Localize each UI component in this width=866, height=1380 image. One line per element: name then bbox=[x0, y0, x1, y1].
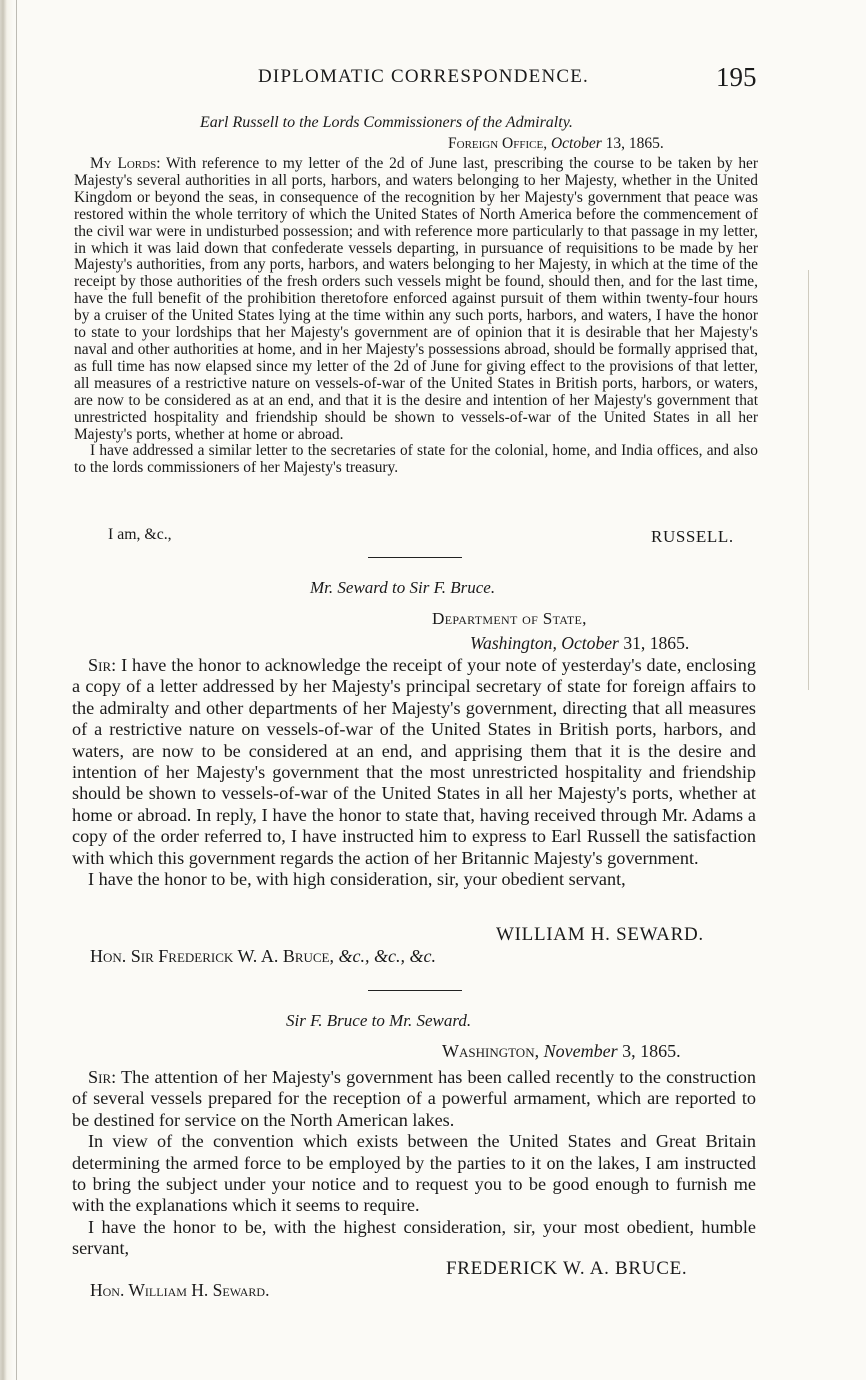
letter2-addressee-line bbox=[90, 946, 436, 967]
letter3-dateline bbox=[442, 1041, 681, 1062]
letter1-salutation: My Lords: bbox=[90, 155, 161, 172]
letter2-body bbox=[72, 655, 756, 890]
letter2-body1: I have the honor to acknowledge the receipt of your note of yesterday's date, enclosing a copy of a letter addressed by her Majesty's principal secretary of state for foreign affairs to the admiralty and other departments of her Majesty's government, directing that all measures of a restrictive nature on vessels-of-war of the United States in British ports, harbors, and waters, are now to be considered at an end, and apprising them that it is the desire and intention of her Majesty's government that the most unrestricted hospitality and friendship should be shown to vessels-of-war of the United States in all her Majesty's ports, whether at home or abroad. In reply, I have the honor to state that, having received through Mr. Adams a copy of the order referred to, I have instructed him to express to Earl Russell the satisfaction with which this government regards the action of her Britannic Majesty's government. bbox=[72, 655, 756, 868]
letter1-title: Earl Russell to the Lords Commissioners of the Admiralty. bbox=[200, 114, 573, 131]
letter2-place2: Washington, October bbox=[470, 633, 619, 653]
letter3-date-rest: 3, 1865. bbox=[622, 1041, 681, 1061]
letter3-addressee-line bbox=[90, 1280, 269, 1301]
section-divider bbox=[368, 557, 462, 558]
letter3-body bbox=[72, 1067, 756, 1260]
letter2-date-rest: 31, 1865. bbox=[623, 633, 690, 653]
letter1-dateline bbox=[448, 135, 664, 153]
letter2-place bbox=[432, 609, 587, 629]
letter1-date-rest: 13, 1865. bbox=[605, 135, 664, 152]
letter3-salutation: Sir: bbox=[88, 1067, 117, 1087]
letter2-addressee: Hon. Sir Frederick W. A. Bruce, bbox=[90, 946, 334, 966]
letter3-paragraph-3: I have the honor to be, with the highest consideration, sir, your most obedient, humble servant, bbox=[72, 1216, 756, 1259]
letter2-addressee-etc: &c., &c., &c. bbox=[338, 946, 436, 966]
section-divider-2 bbox=[368, 990, 462, 991]
letter2-salutation: Sir: bbox=[88, 655, 117, 675]
letter3-signature: FREDERICK W. A. BRUCE. bbox=[446, 1258, 688, 1279]
letter1-body bbox=[74, 156, 758, 477]
letter3-place: Washington, bbox=[442, 1041, 540, 1061]
letter3-title: Sir F. Bruce to Mr. Seward. bbox=[286, 1011, 472, 1030]
letter3-paragraph-1 bbox=[72, 1067, 756, 1131]
letter2-title: Mr. Seward to Sir F. Bruce. bbox=[310, 578, 496, 597]
letter1-paragraph-2: I have addressed a similar letter to the secretaries of state for the colonial, home, and India offices, and also to the lords commissioners of her Majesty's treasury. bbox=[74, 442, 758, 477]
letter3-addressee: Hon. William H. Seward. bbox=[90, 1280, 270, 1300]
letter2-signature: WILLIAM H. SEWARD. bbox=[496, 924, 704, 945]
letter3-body1: The attention of her Majesty's government has been called recently to the construction of several vessels prepared for the reception of a powerful armament, which are reported to be destined for service on the North American lakes. bbox=[72, 1067, 756, 1130]
running-header-title: DIPLOMATIC CORRESPONDENCE. bbox=[258, 66, 590, 87]
page-number: 195 bbox=[716, 62, 757, 92]
letter2-dateline bbox=[470, 633, 689, 654]
letter3-date-month: November bbox=[543, 1041, 618, 1061]
letter2-paragraph-1 bbox=[72, 655, 756, 869]
letter3-paragraph-2: In view of the convention which exists between the United States and Great Britain determining the armed force to be employed by the parties to it on the lakes, I am instructed to bring the subject under your notice and to request you to be good enough to furnish me with the explanations which it seems to require. bbox=[72, 1131, 756, 1216]
letter1-closing: I am, &c., bbox=[108, 526, 172, 543]
letter1-place: Foreign Office, bbox=[448, 135, 548, 152]
letter1-date-month: October bbox=[550, 135, 602, 152]
letter1-paragraph-1 bbox=[74, 156, 758, 443]
letter2-paragraph-2: I have the honor to be, with high consideration, sir, your obedient servant, bbox=[88, 869, 626, 890]
letter1-signature: RUSSELL. bbox=[651, 527, 734, 546]
letter2-department: Department of State, bbox=[432, 609, 587, 628]
letter1-body1: With reference to my letter of the 2d of June last, prescribing the course to be taken by her Majesty's several authorities in all ports, harbors, and waters belonging to her Majesty, whether in the United Kingdom or beyond the seas, in consequence of the recognition by her Majesty's government that peace was restored within the whole territory of which the United States of North America before the commencement of the civil war were in undisturbed possession; and with reference more particularly to that passage in my letter, in which it was laid down that confederate vessels departing, in pursuance of requisitions to be made by her Majesty's authorities, from any ports, harbors, and waters belonging to her Majesty, in which at the time of the receipt by those authorities of the fresh orders such vessels might be found, should then, and for the last time, have the full benefit of the prohibition theretofore enforced against pursuit of them within twenty-four hours by a cruiser of the United States lying at the time within any such ports, harbors, and waters, I have the honor to state to your lordships that her Majesty's government are of opinion that it is desirable that her Majesty's naval and other authorities at home, and in her Majesty's possessions abroad, should be formally apprised that, as full time has now elapsed since my letter of the 2d of June for giving effect to the provisions of that letter, all measures of a restrictive nature on vessels-of-war of the United States in British ports, harbors, or waters, are now to be considered as at an end, and that it is the desire and intention of her Majesty's government that unrestricted hospitality and friendship should be shown to vessels-of-war of the United States in all her Majesty's ports, whether at home or abroad. bbox=[74, 155, 758, 443]
